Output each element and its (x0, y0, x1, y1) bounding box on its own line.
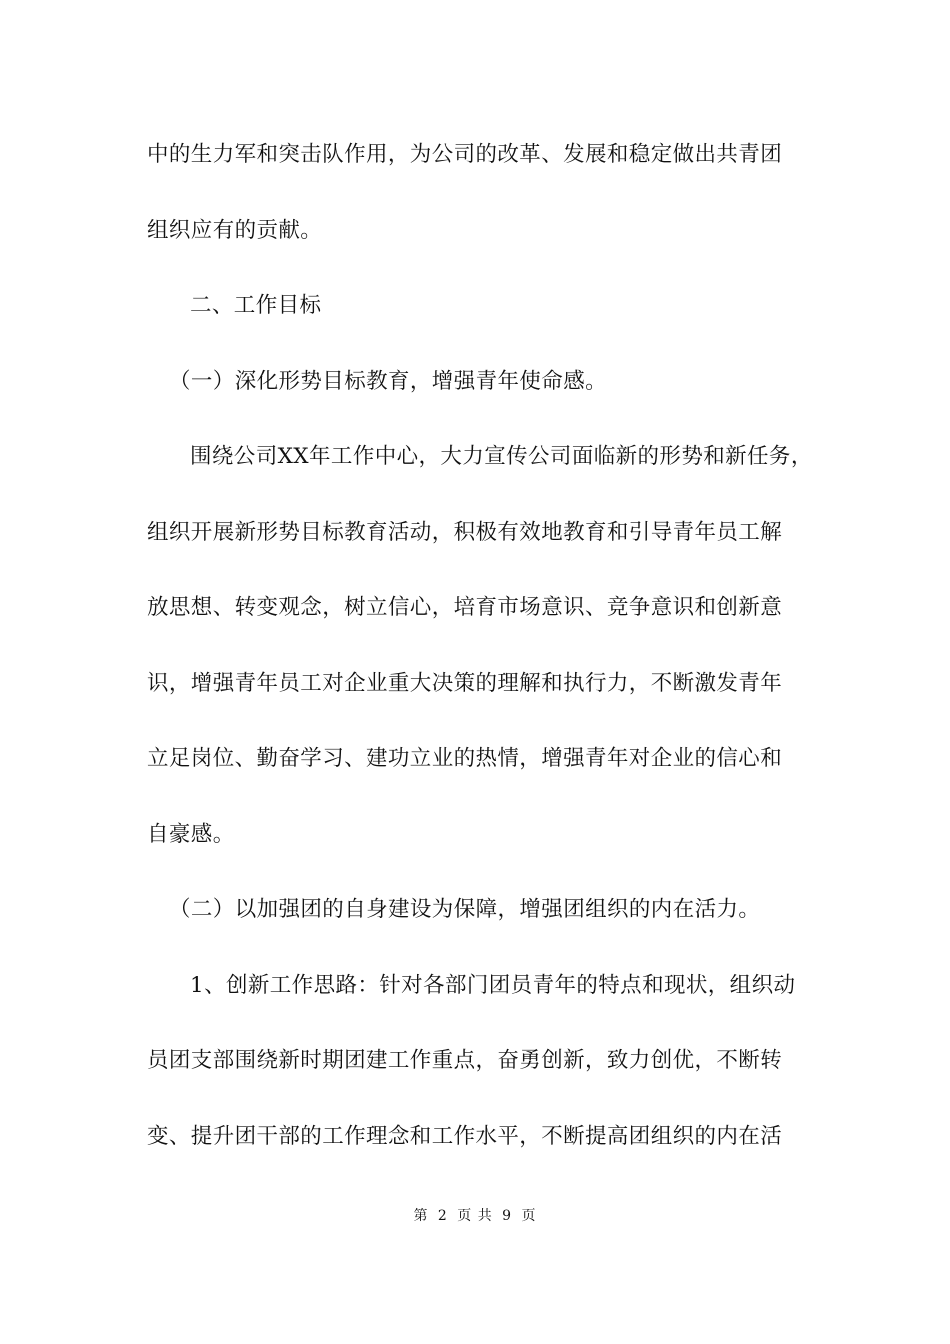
footer-suffix: 页 (521, 1208, 537, 1224)
footer-prefix: 第 (413, 1208, 429, 1224)
body-text (147, 130, 827, 1187)
section-heading: 二、工作目标 (190, 293, 322, 318)
page-footer (0, 1205, 950, 1225)
footer-total-pages: 9 (502, 1208, 513, 1224)
text-line: 1、创新工作思路：针对各部门团员青年的特点和现状，组织动 (190, 972, 796, 998)
text-line: 识，增强青年员工对企业重大决策的理解和执行力，不断激发青年 (147, 670, 783, 696)
subsection-heading: （二）以加强团的自身建设为保障，增强团组织的内在活力。 (169, 897, 761, 922)
footer-middle: 页 共 (457, 1208, 493, 1224)
text-line: 员团支部围绕新时期团建工作重点，奋勇创新，致力创优，不断转 (147, 1048, 783, 1073)
text-line: 组织开展新形势目标教育活动，积极有效地教育和引导青年员工解 (147, 519, 783, 545)
text-line: 中的生力军和突击队作用，为公司的改革、发展和稳定做出共青团 (147, 142, 783, 167)
text-line: 组织应有的贡献。 (147, 217, 323, 243)
text-line: 放思想、转变观念，树立信心，培育市场意识、竞争意识和创新意 (147, 595, 783, 620)
footer-current-page: 2 (437, 1208, 448, 1224)
text-line: 变、提升团干部的工作理念和工作水平，不断提高团组织的内在活 (147, 1123, 783, 1149)
text-line: 自豪感。 (147, 821, 235, 847)
text-line: 立足岗位、勤奋学习、建功立业的热情，增强青年对企业的信心和 (147, 746, 783, 771)
text-line: 围绕公司XX年工作中心，大力宣传公司面临新的形势和新任务， (190, 444, 813, 469)
subsection-heading: （一）深化形势目标教育，增强青年使命感。 (169, 368, 608, 394)
